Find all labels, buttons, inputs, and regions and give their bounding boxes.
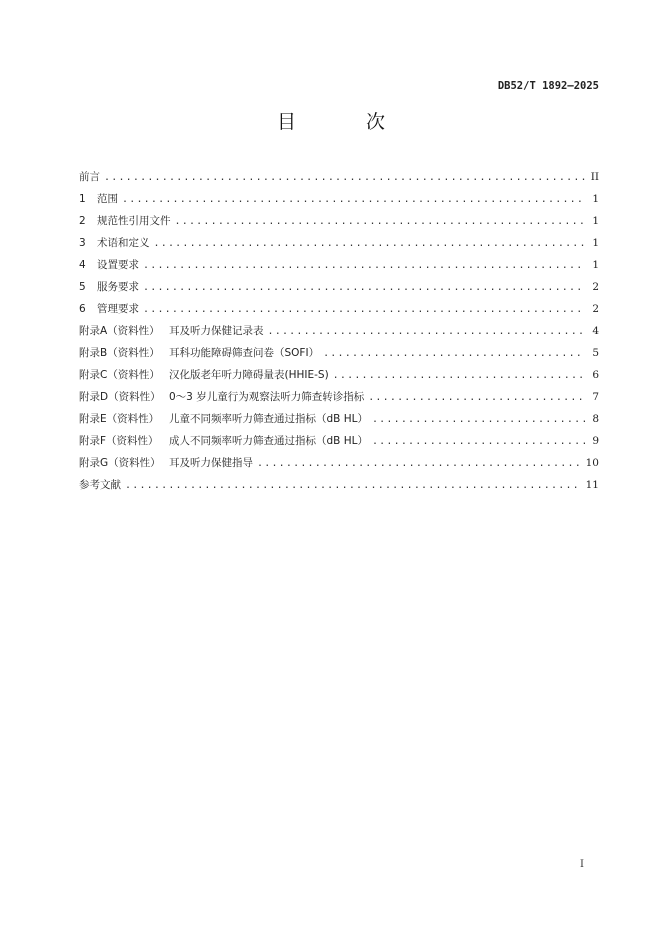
toc-entry[interactable]	[79, 364, 599, 386]
toc-entry-title: 汉化版老年听力障碍量表(HHIE-S)	[169, 369, 329, 381]
toc-entry-appendix-label: 附录E（资料性）	[79, 413, 160, 425]
toc-entry-number: 2	[79, 215, 86, 227]
toc-entry-title: 术语和定义	[97, 237, 150, 249]
toc-entry[interactable]	[79, 342, 599, 364]
toc-entry[interactable]	[79, 166, 599, 188]
toc-entry-appendix-label: 附录F（资料性）	[79, 435, 159, 447]
toc-entry-title: 范围	[97, 193, 118, 205]
toc-entry-page: 1	[592, 193, 599, 205]
toc-entry-title: 服务要求	[97, 281, 139, 293]
toc-entry-page: 2	[592, 303, 599, 315]
toc-entry-number: 1	[79, 193, 86, 205]
toc-entry-title: 设置要求	[97, 259, 139, 271]
toc-entry[interactable]	[79, 408, 599, 430]
toc-entry-appendix-label: 附录D（资料性）	[79, 391, 161, 403]
toc-entry-title: 规范性引用文件	[97, 215, 171, 227]
toc-entry-title: 前言	[79, 171, 100, 183]
toc-entry[interactable]	[79, 232, 599, 254]
toc-entry-page: II	[590, 171, 599, 183]
toc-entry-title: 耳及听力保健记录表	[169, 325, 264, 337]
toc-leader-dots	[372, 409, 585, 431]
toc-entry[interactable]	[79, 188, 599, 210]
toc-entry-number: 3	[79, 237, 86, 249]
toc-leader-dots	[372, 431, 585, 453]
page-number: I	[580, 859, 584, 870]
toc-entry-title: 管理要求	[97, 303, 139, 315]
toc-entry[interactable]	[79, 254, 599, 276]
toc-entry[interactable]	[79, 386, 599, 408]
toc-entry-title: 0～3 岁儿童行为观察法听力筛查转诊指标	[169, 391, 365, 403]
toc-entry-number: 6	[79, 303, 86, 315]
toc-leader-dots	[143, 299, 585, 321]
toc-leader-dots	[122, 189, 585, 211]
toc-entry-page: 6	[592, 369, 599, 381]
toc-entry[interactable]	[79, 320, 599, 342]
toc-entry-page: 10	[585, 457, 599, 469]
toc-entry-page: 1	[592, 237, 599, 249]
toc-entry-number: 4	[79, 259, 86, 271]
toc-entry-page: 1	[592, 259, 599, 271]
toc-entry-page: 8	[592, 413, 599, 425]
toc-entry-title: 成人不同频率听力筛查通过指标（dB HL）	[169, 435, 368, 447]
document-code: DB52/T 1892—2025	[497, 80, 599, 92]
page-title: 目 次	[276, 111, 418, 133]
toc-entry-page: 1	[592, 215, 599, 227]
toc-entry-appendix-label: 附录G（资料性）	[79, 457, 161, 469]
toc-entry-page: 7	[592, 391, 599, 403]
toc-leader-dots	[143, 255, 585, 277]
toc-leader-dots	[143, 277, 585, 299]
toc-entry[interactable]	[79, 298, 599, 320]
toc-entry-title: 耳及听力保健指导	[169, 457, 253, 469]
toc-entry-appendix-label: 附录A（资料性）	[79, 325, 160, 337]
toc-entry-title: 耳科功能障碍筛查问卷（SOFI）	[169, 347, 320, 359]
toc-entry[interactable]	[79, 452, 599, 474]
toc-entry-title: 儿童不同频率听力筛查通过指标（dB HL）	[169, 413, 368, 425]
toc-leader-dots	[268, 321, 586, 343]
toc-leader-dots	[323, 343, 585, 365]
toc-leader-dots	[257, 453, 580, 475]
toc-leader-dots	[333, 365, 585, 387]
toc-entry-page: 4	[592, 325, 599, 337]
toc-entry-page: 9	[592, 435, 599, 447]
toc-entry-page: 11	[585, 479, 599, 491]
toc-entry-page: 5	[592, 347, 599, 359]
toc-leader-dots	[154, 233, 586, 255]
toc-entry-appendix-label: 附录B（资料性）	[79, 347, 160, 359]
toc-entry[interactable]	[79, 430, 599, 452]
toc-leader-dots	[175, 211, 586, 233]
toc-entry[interactable]	[79, 276, 599, 298]
toc-entry[interactable]	[79, 210, 599, 232]
toc-leader-dots	[368, 387, 585, 409]
toc-entry-title: 参考文献	[79, 479, 121, 491]
toc-entry[interactable]	[79, 474, 599, 496]
toc-entry-page: 2	[592, 281, 599, 293]
toc-leader-dots	[125, 475, 580, 497]
table-of-contents	[79, 166, 599, 496]
toc-leader-dots	[104, 167, 585, 189]
toc-entry-number: 5	[79, 281, 86, 293]
toc-entry-appendix-label: 附录C（资料性）	[79, 369, 160, 381]
